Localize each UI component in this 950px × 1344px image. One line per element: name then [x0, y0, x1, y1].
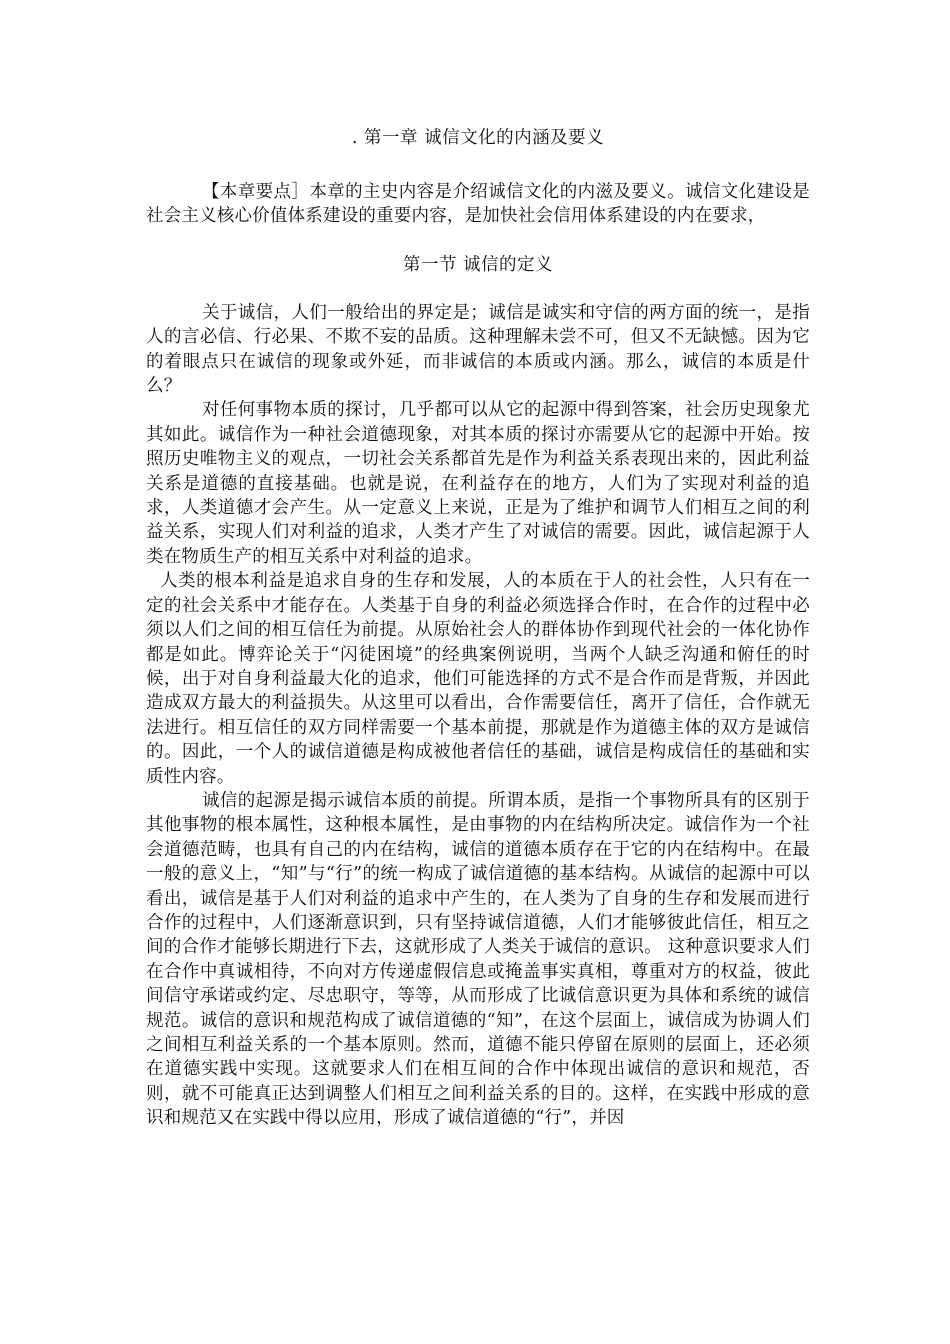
paragraph-4: 诚信的起源是揭示诚信本质的前提。所谓本质，是指一个事物所具有的区别于其他事物的根本属性，这种根本属性，是由事物的内在结构所决定。诚信作为一个社会道德范畴，也具有自己的内在结构，诚信的道德本质存在于它的内在结构中。在最一般的意义上，“知”与“行”的统一构成了诚信道德的基本结构。从诚信的起源中可以看出，诚信是基于人们对利益的追求中产生的，在人类为了自身的生存和发展而进行合作的过程中，人们逐渐意识到，只有坚持诚信道德，人们才能够彼此信任，相互之间的合作才能够长期进行下去，这就形成了人类关于诚信的意识。 这种意识要求人们在合作中真诚相待，不向对方传递虚假信息或掩盖事实真相，尊重对方的权益，彼此间信守承诺或约定、尽忠职守，等等，从而形成了比诚信意识更为具体和系统的诚信规范。诚信的意识和规范构成了诚信道德的“知”，在这个层面上，诚信成为协调人们之间相互利益关系的一个基本原则。然而，道德不能只停留在原则的层面上，还必须在道德实践中实现。这就要求人们在相互间的合作中体现出诚信的意识和规范，否则，就不可能真正达到调整人们相互之间利益关系的目的。这样，在实践中形成的意识和规范又在实践中得以应用，形成了诚信道德的“行”，并因 — [146, 790, 810, 1129]
chapter-summary: 【本章要点］本章的主史内容是介绍诚信文化的内滋及要义。诚信文化建设是社会主义核心价值体系建设的重要内容，是加快社会信用体系建设的内在要求， — [146, 182, 810, 227]
section-title: 第一节 诚信的定义 — [402, 254, 554, 275]
paragraph-3: 人类的根本利益是追求自身的生存和发展，人的本质在于人的社会性，人只有在一定的社会关系中才能存在。人类基于自身的利益必须选择合作时，在合作的过程中必须以人们之间的相互信任为前提。从原始社会人的群体协作到现代社会的一体化协作都是如此。博弈论关于“闪徒困境”的经典案例说明，当两个人缺乏沟通和俯任的时候，出于对自身利益最大化的追求，他们可能选择的方式不是合作而是背叛，并因此造成双方最大的利益损失。从这里可以看出，合作需要信任，离开了信任，合作就无法进行。相互信任的双方同样需要一个基本前提，那就是作为道德主体的双方是诚信的。因此，一个人的诚信道德是构成被他者信任的基础，诚信是构成信任的基础和实质性内容。 — [146, 571, 810, 787]
document-body — [146, 126, 810, 1131]
chapter-title: . 第一章 诚信文化的内涵及要义 — [351, 128, 605, 148]
paragraph-1: 关于诚信，人们一般给出的界定是；诚信是诚实和守信的两方面的统一，是指人的言必信、行必果、不欺不妄的品质。这种理解未尝不可，但又不无缺憾。因为它的着眼点只在诚信的现象或外延，而非诚信的本质或内涵。那么，诚信的本质是什么？ — [146, 302, 810, 397]
paragraph-2: 对任何事物本质的探讨，几乎都可以从它的起源中得到答案，社会历史现象尤其如此。诚信作为一种社会道德现象，对其本质的探讨亦需要从它的起源中开始。按照历史唯物主义的观点，一切社会关系都首先是作为利益关系表现出来的，因此利益关系是道德的直接基础。也就是说，在利益存在的地方，人们为了实现对利益的追求，人类道德才会产生。从一定意义上来说，正是为了维护和调节人们相互之间的利益关系，实现人们对利益的追求，人类才产生了对诚信的需要。因此，诚信起源于人类在物质生产的相互关系中对利益的追求。 — [146, 400, 810, 567]
